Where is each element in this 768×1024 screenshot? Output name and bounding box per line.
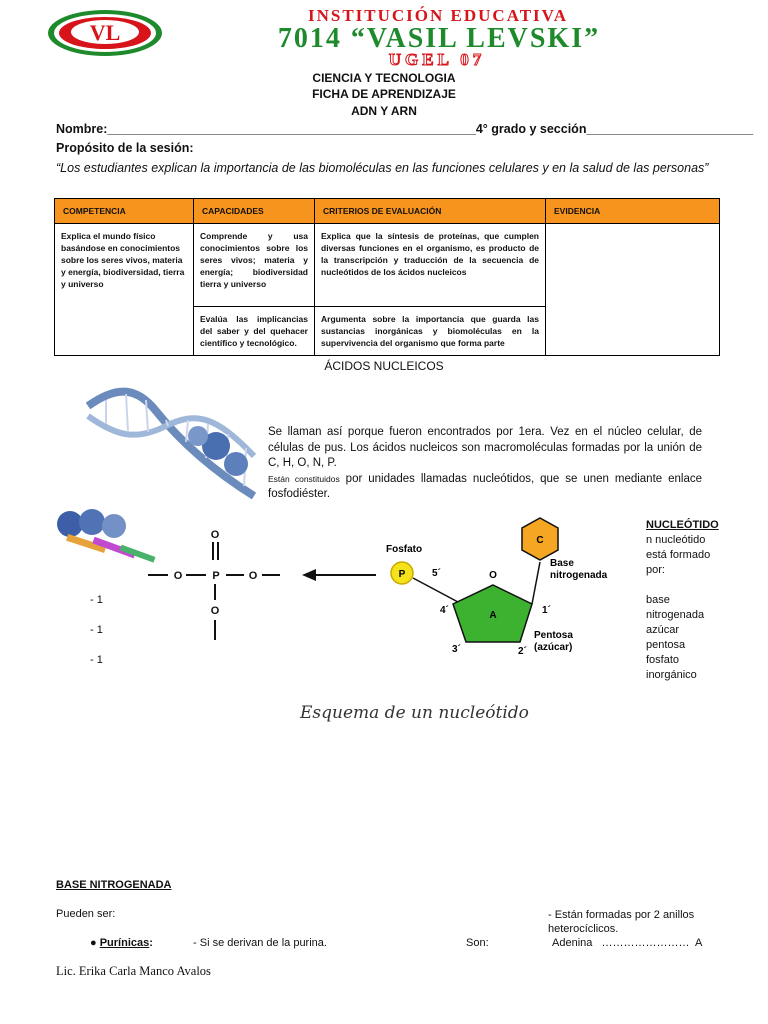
nucleotide-line: inorgánico [646,669,697,681]
purpose-label: Propósito de la sesión: [56,141,194,155]
base-label2: nitrogenada [550,570,608,581]
bullet-item-2: - 1 [90,624,103,636]
header-competencia: COMPETENCIA [55,199,194,224]
purinicas-label: Purínicas [99,937,150,949]
cell-evidencia [546,224,720,356]
base-label1: Base [550,558,574,569]
bullet-icon: ● [90,937,97,949]
nombre-blank: _____________________________________________________ [107,122,476,136]
phosphate-o-right: O [248,570,258,582]
nombre-label: Nombre: [56,122,108,136]
pueden-text: Pueden ser: [56,908,116,920]
purinicas-colon: : [149,937,153,949]
intro-p1: Se llaman así porque fueron encontrados por 1era. Vez en el núcleo celular, de células de pus. Los ácidos nucleicos son macromoléculas formadas por la unión de C, H, O, N, P. [268,426,702,469]
topic-title: ADN Y ARN [351,104,417,118]
header-evidencia: EVIDENCIA [546,199,720,224]
carbon-3: 3´ [452,644,461,655]
cell-criterio-2: Argumenta sobre la importancia que guarda las sustancias inorgánicas y biomoléculas en la supervivencia del organismo que forma parte [315,307,546,356]
cell-capacidad-2: Evalúa las implicancias del saber y del quehacer científico y tecnológico. [194,307,315,356]
dna-helix-image [86,386,256,506]
intro-p2: por unidades llamadas nucleótidos, que se unen mediante enlace fosfodiéster. [268,472,702,500]
phosphate-p: P [212,570,220,582]
header-capacidades: CAPACIDADES [194,199,315,224]
school-logo [46,8,164,58]
logo-text: VL [89,20,121,45]
purpose-text: “Los estudiantes explican la importancia de las biomoléculas en las funciones celulares y en la salud de las personas” [56,161,709,175]
estan-text: - Están formadas por 2 anillos heterocíclicos. [548,909,695,935]
nucleotide-line: base [646,594,670,606]
phosphate-o-top: O [210,529,220,541]
subject-title: CIENCIA Y TECNOLOGIA [312,71,456,85]
nucleotide-line: n nucleótido [646,534,706,546]
nucleotide-line: nitrogenada [646,609,705,621]
carbon-1: 1´ [542,605,551,616]
name-line[interactable] [56,122,753,136]
son-label: Son: [466,937,489,949]
bullet-item-1: - 1 [90,594,103,606]
bullet-item-3: - 1 [90,654,103,666]
pentosa-label2: (azúcar) [534,642,573,653]
fosfato-label: Fosfato [386,544,423,555]
nucleotide-diagram [140,512,640,662]
base-title: BASE NITROGENADA [56,879,172,891]
grado-blank: ________________________ [586,122,754,136]
phosphate-o-bottom: O [210,605,220,617]
intro-p2-small: Están constituidos [268,473,340,484]
nucleotide-line: por: [646,564,665,576]
institution-line3: UGEL 07 [388,50,486,69]
cell-competencia: Explica el mundo físico basándose en conocimientos sobre los seres vivos, materia y energía, biodiversidad, tierra y universo [55,224,194,356]
c-label: C [536,535,544,546]
institution-line1: INSTITUCIÓN EDUCATIVA [307,6,569,25]
intro-text [268,425,702,503]
pentosa-label1: Pentosa [534,630,573,641]
grado-label: 4° grado y sección [475,122,587,136]
nucleotide-line: está formado [646,549,711,561]
nucleotide-line: fosfato [646,654,680,666]
carbon-4: 4´ [440,605,449,616]
p-label: P [398,569,406,580]
phosphate-o-left: O [173,570,183,582]
cell-capacidad-1: Comprende y usa conocimientos sobre los seres vivos; materia y energía; biodiversidad tierra y universo [194,224,315,307]
nucleotide-note [646,518,719,683]
nucleotide-line: azúcar [646,624,680,636]
purinicas-line [90,937,327,949]
o-label: O [489,570,497,581]
diagram-caption: Esquema de un nucleótido [300,703,529,723]
author-footer: Lic. Erika Carla Manco Avalos [56,964,211,978]
carbon-2: 2´ [518,646,527,657]
nucleotide-spacer [646,578,716,593]
institution-line2: 7014 “VASIL LEVSKI” [277,23,601,54]
adenina-text: Adenina …………………… A [552,937,703,949]
carbon-5: 5´ [432,568,441,579]
nucleotide-line: pentosa [646,639,686,651]
header-criterios: CRITERIOS DE EVALUACIÓN [315,199,546,224]
a-label: A [489,610,497,621]
purinicas-desc: - Si se derivan de la purina. [193,937,327,949]
competency-table [54,198,720,356]
doc-type-title: FICHA DE APRENDIZAJE [312,87,456,101]
cell-criterio-1: Explica que la síntesis de proteínas, que cumplen diversas funciones en el organismo, es producto de la transcripción y traducción de la secuencia de nucleótidos de los ácidos nucleicos [315,224,546,307]
nucleotide-title: NUCLEÓTIDO [646,519,719,531]
section-title: ÁCIDOS NUCLEICOS [324,359,444,373]
